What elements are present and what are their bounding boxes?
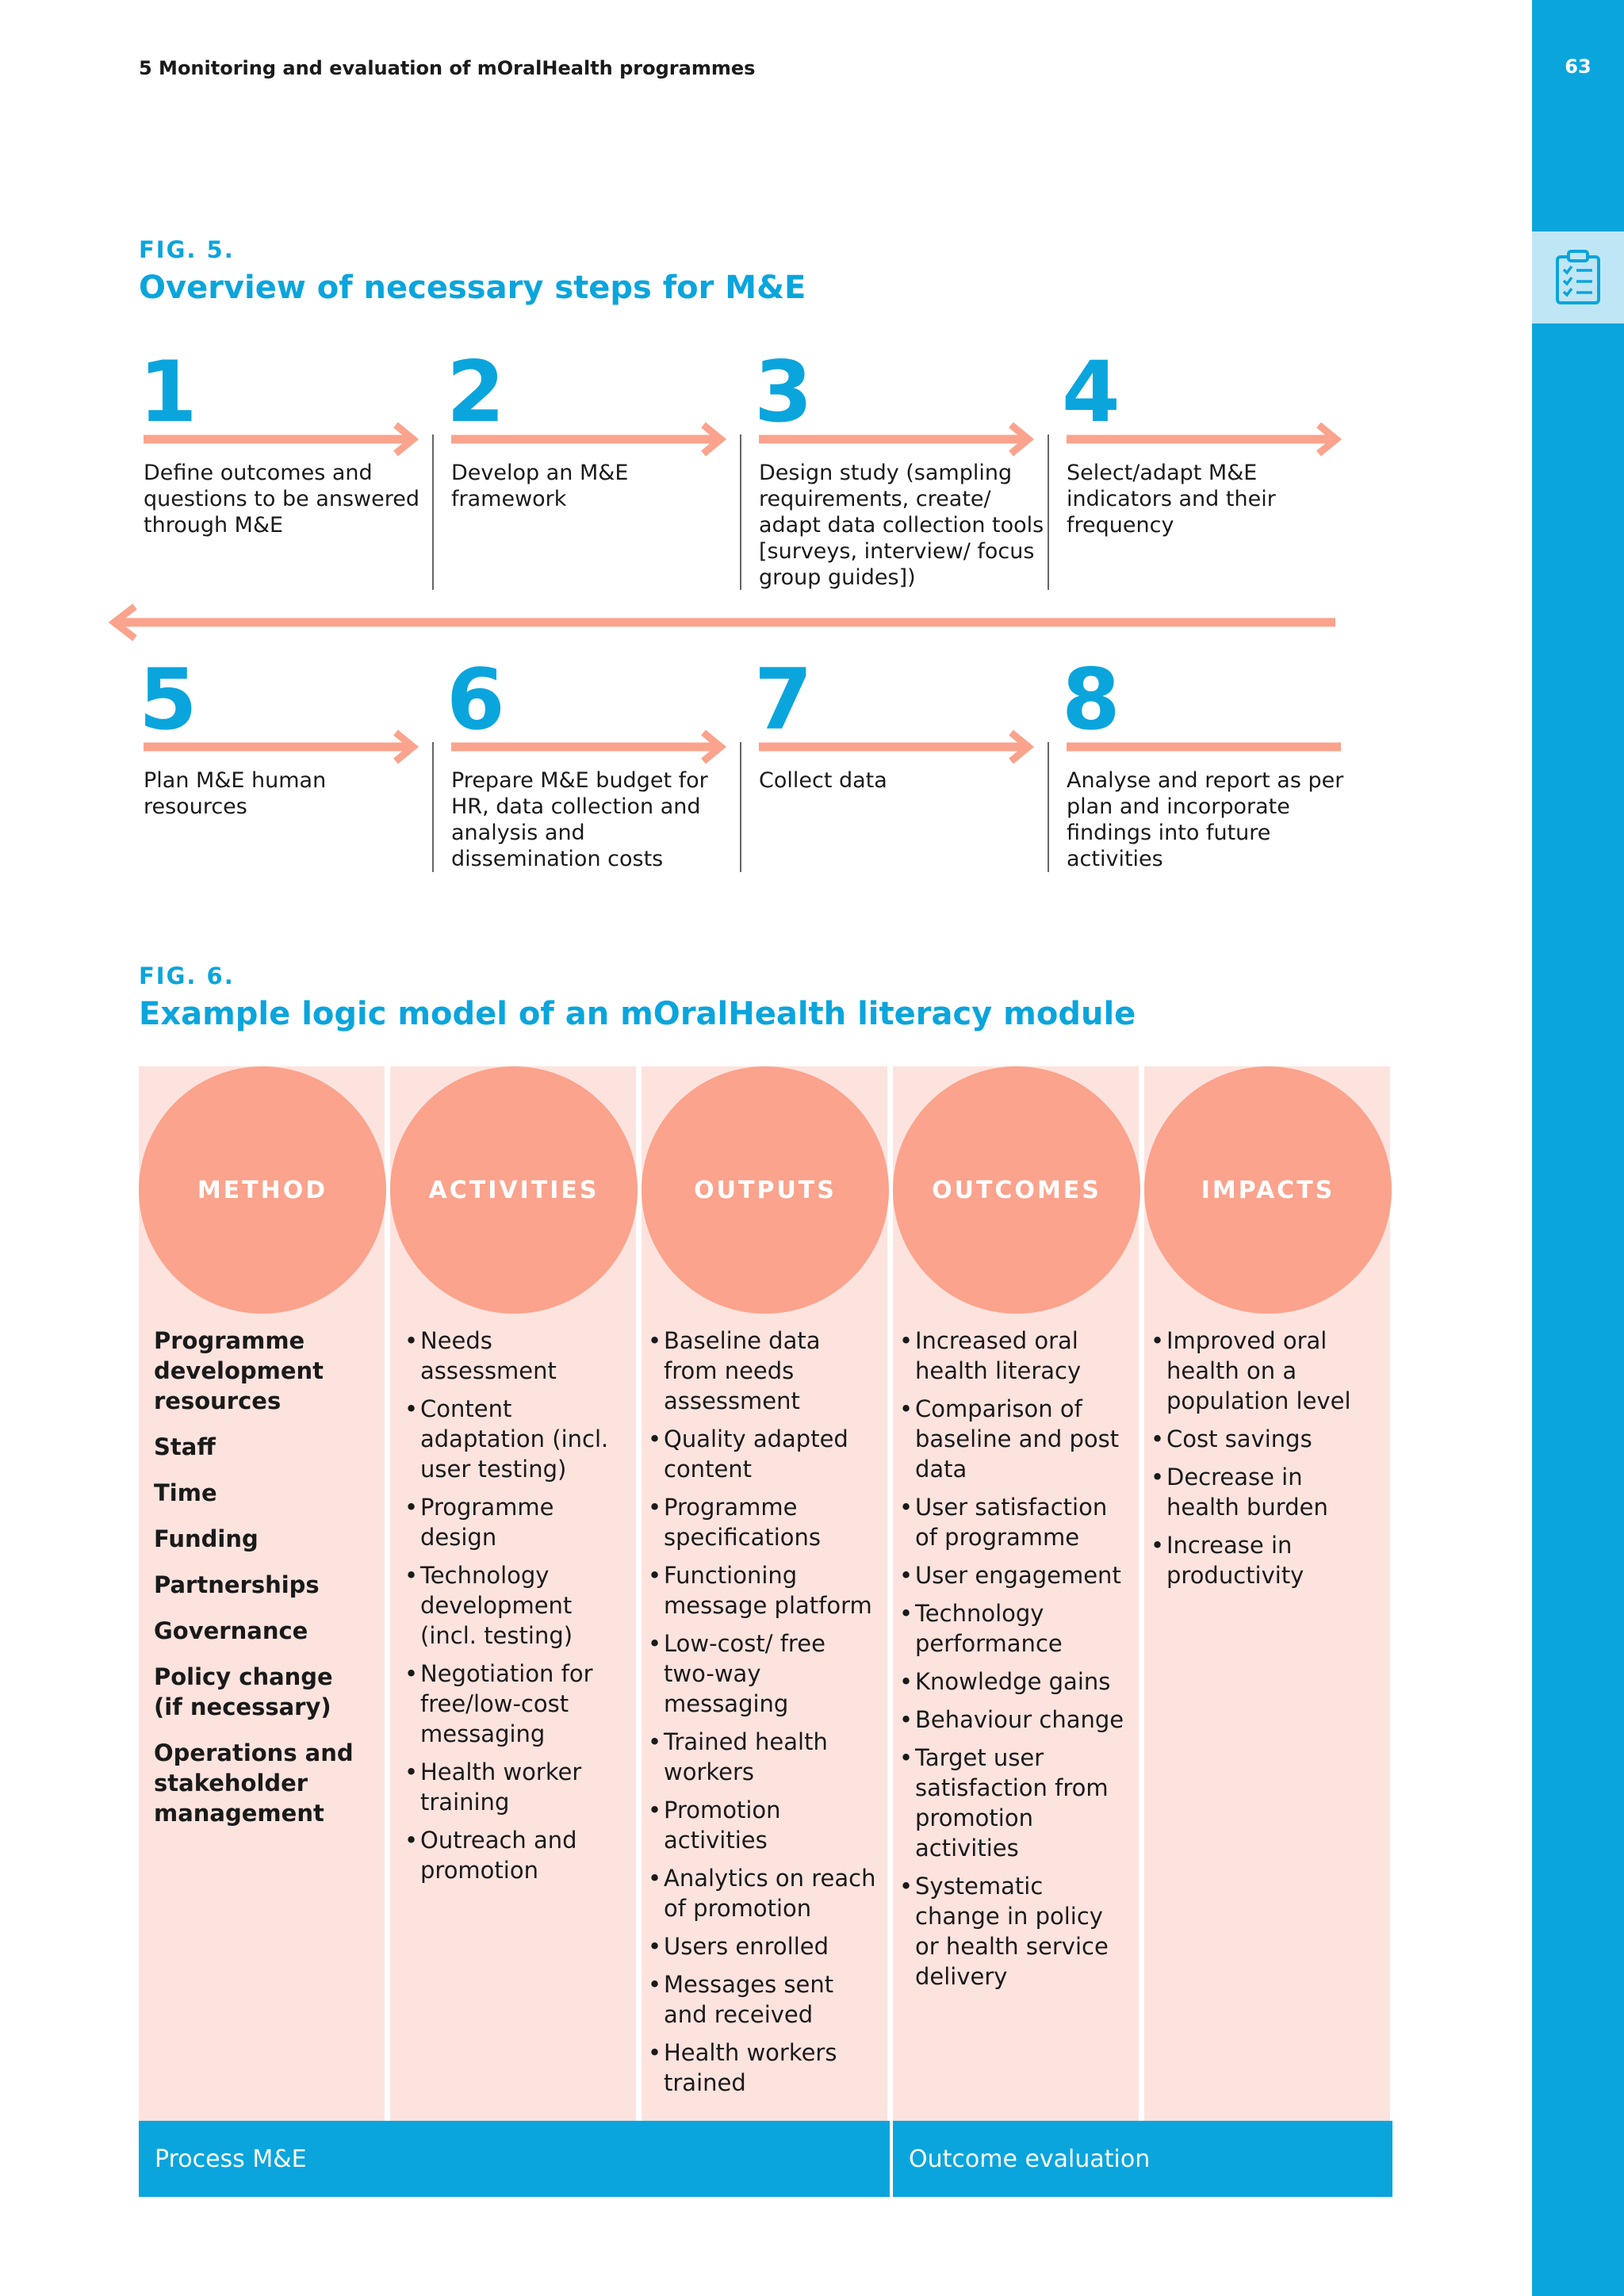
fig5-title: Overview of necessary steps for M&E <box>139 270 806 306</box>
list-item: • Behaviour change <box>899 1705 1129 1735</box>
arrow-right-icon <box>759 422 1036 457</box>
outcomes-list <box>899 1326 1129 1999</box>
fig6-label: FIG. 6. <box>139 962 235 989</box>
step-text: Select/adapt M&E indicators and their frequency <box>1067 461 1276 538</box>
step-text: Define outcomes and questions to be answered through M&E <box>144 461 419 538</box>
step-number: 6 <box>446 651 505 748</box>
clipboard-checklist-icon <box>1553 249 1603 306</box>
divider <box>1048 742 1049 872</box>
step-text: Prepare M&E budget for HR, data collection and analysis and dissemination costs <box>451 768 708 871</box>
list-item: Time <box>154 1479 217 1506</box>
step-number: 8 <box>1062 651 1120 748</box>
list-item: Operations and stakeholder management <box>154 1739 354 1827</box>
arrow-right-icon <box>144 729 421 764</box>
list-item: • Analytics on reach of promotion <box>648 1863 878 1923</box>
list-item: Governance <box>154 1617 308 1644</box>
step-number: 2 <box>446 343 505 441</box>
list-item: • Target user satisfaction from promotion activities <box>899 1743 1129 1863</box>
step-number: 3 <box>754 343 813 441</box>
step-number: 7 <box>754 651 813 748</box>
arrow-right-icon <box>451 422 729 457</box>
column-heading: ACTIVITIES <box>428 1176 599 1204</box>
arrow-right-icon <box>144 422 421 457</box>
list-item: • User engagement <box>899 1560 1129 1590</box>
fig6-title: Example logic model of an mOralHealth literacy module <box>139 996 1136 1032</box>
process-me-bar: Process M&E <box>139 2121 890 2197</box>
list-item: • Technology performance <box>899 1598 1129 1659</box>
list-item: • Messages sent and received <box>648 1969 878 2030</box>
list-item: • Content adaptation (incl. user testing) <box>404 1394 617 1484</box>
list-item: • Negotiation for free/low-cost messaging <box>404 1659 617 1749</box>
running-head: 5 Monitoring and evaluation of mOralHealth programmes <box>139 57 756 79</box>
circle-activities <box>390 1066 638 1314</box>
page-number: 63 <box>1565 55 1591 78</box>
list-item: Partnerships <box>154 1571 320 1598</box>
list-item: • Trained health workers <box>648 1727 878 1787</box>
outcome-evaluation-bar: Outcome evaluation <box>893 2121 1392 2197</box>
column-heading: METHOD <box>197 1176 328 1204</box>
step-number: 5 <box>139 651 197 748</box>
list-item: • Improved oral health on a population level <box>1151 1326 1381 1416</box>
step-number: 4 <box>1062 343 1120 441</box>
list-item: • Baseline data from needs assessment <box>648 1326 878 1416</box>
list-item: Programme development resources <box>154 1327 324 1414</box>
circle-outcomes <box>893 1066 1140 1314</box>
list-item: • Health workers trained <box>648 2038 878 2098</box>
step-text: Develop an M&E framework <box>451 461 629 511</box>
divider <box>432 434 434 590</box>
list-item: • Knowledge gains <box>899 1667 1129 1697</box>
column-heading: OUTPUTS <box>694 1176 837 1204</box>
circle-method <box>139 1066 386 1314</box>
step-text: Analyse and report as per plan and incorporate findings into future activities <box>1067 768 1344 871</box>
list-item: • Low-cost/ free two-way messaging <box>648 1628 878 1719</box>
list-item: • Quality adapted content <box>648 1424 878 1484</box>
list-item: • Functioning message platform <box>648 1560 878 1621</box>
arrow-right-icon <box>759 729 1036 764</box>
list-item: • Comparison of baseline and post data <box>899 1394 1129 1484</box>
list-item: • Decrease in health burden <box>1151 1462 1381 1522</box>
list-item: Policy change (if necessary) <box>154 1663 333 1720</box>
method-list <box>154 1326 360 1844</box>
step-text: Collect data <box>759 768 887 793</box>
step-text: Design study (sampling requirements, create/ adapt data collection tools [surveys, interview/ focus group guides]) <box>759 461 1044 590</box>
list-item: Funding <box>154 1525 259 1552</box>
circle-outputs <box>642 1066 889 1314</box>
list-item: • Programme specifications <box>648 1492 878 1552</box>
activities-list <box>404 1326 617 1893</box>
list-item: • Systematic change in policy or health service delivery <box>899 1871 1129 1992</box>
list-item: • Technology development (incl. testing) <box>404 1560 617 1651</box>
list-item: • Increased oral health literacy <box>899 1326 1129 1386</box>
circle-impacts <box>1144 1066 1392 1314</box>
list-item: • Promotion activities <box>648 1795 878 1855</box>
step-number: 1 <box>139 343 197 441</box>
arrow-right-icon <box>1067 422 1344 457</box>
end-line <box>1067 729 1344 764</box>
divider <box>432 742 434 872</box>
list-item: • Users enrolled <box>648 1931 878 1961</box>
fig5-label: FIG. 5. <box>139 236 235 263</box>
list-item: • Cost savings <box>1151 1424 1381 1454</box>
divider <box>740 742 741 872</box>
list-item: • Programme design <box>404 1492 617 1552</box>
list-item: • Needs assessment <box>404 1326 617 1386</box>
column-heading: IMPACTS <box>1201 1176 1335 1204</box>
list-item: • Increase in productivity <box>1151 1530 1381 1590</box>
outputs-list <box>648 1326 878 2106</box>
impacts-list <box>1151 1326 1381 1598</box>
arrow-right-icon <box>451 729 729 764</box>
arrow-left-icon <box>108 603 1337 642</box>
sidebar-band <box>1532 0 1624 2296</box>
list-item: • User satisfaction of programme <box>899 1492 1129 1552</box>
divider <box>1048 434 1049 590</box>
column-heading: OUTCOMES <box>932 1176 1101 1204</box>
list-item: • Health worker training <box>404 1757 617 1817</box>
list-item: Staff <box>154 1433 216 1460</box>
divider <box>740 434 741 590</box>
list-item: • Outreach and promotion <box>404 1825 617 1885</box>
section-icon-tab <box>1532 232 1624 323</box>
step-text: Plan M&E human resources <box>144 768 327 819</box>
